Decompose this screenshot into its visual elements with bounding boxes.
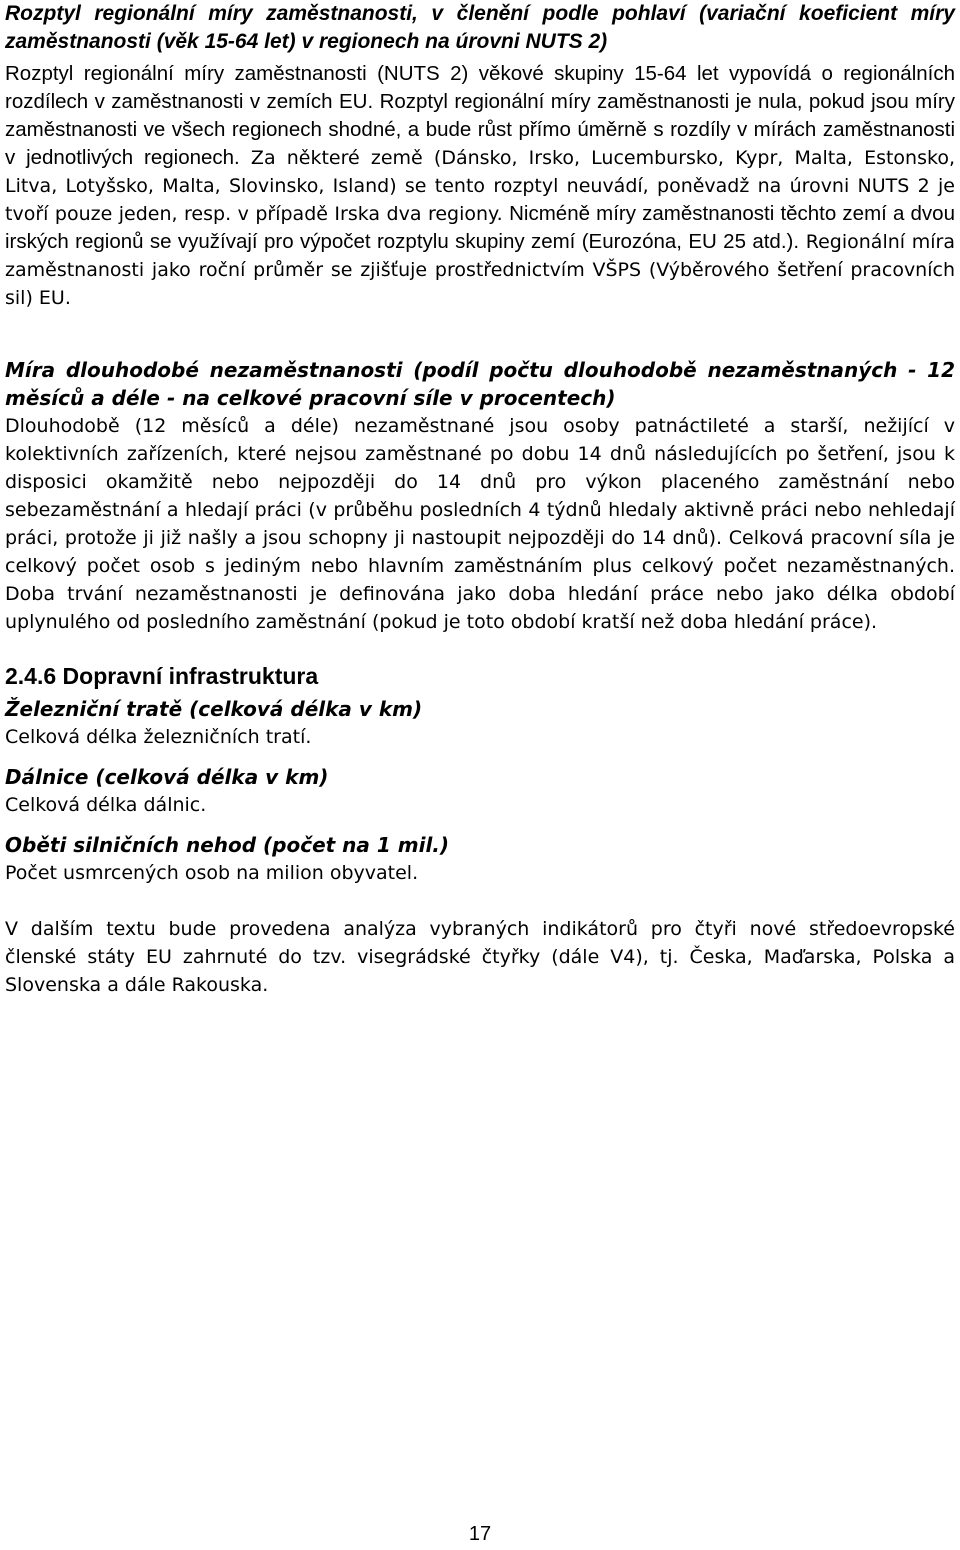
long-term-unemployment-heading: Míra dlouhodobé nezaměstnanosti (podíl počtu dlouhodobě nezaměstnaných - 12 měsíců a déle - na celkové pracovní síle v procentech) [5,358,955,410]
transport-section-title: 2.4.6 Dopravní infrastruktura [5,663,319,689]
regional-dispersion-body-part3: v případě Irska dva regiony. [237,203,503,225]
motorways-heading: Dálnice (celková délka v km) [5,765,329,789]
road-victims-body: Počet usmrcených osob na milion obyvatel. [5,862,419,884]
regional-dispersion-body-part2: Za některé země (Dánsko, Irsko, Lucembursko, Kypr, Malta, Estonsko, Litva, Lotyšsko, Malta, Slovinsko, Island) se tento rozptyl neuvádí, poněvadž na úrovni NUTS 2 je tvoří pouze jeden, resp. [5,147,955,225]
closing-paragraph: V dalším textu bude provedena analýza vybraných indikátorů pro čtyři nové středoevropské členské státy EU zahrnuté do tzv. visegrádské čtyřky (dále V4), tj. Česka, Maďarska, Polska a Slovenska a dále Rakouska. [5,918,955,996]
motorways-body: Celková délka dálnic. [5,794,207,816]
regional-dispersion-body-part4: Nicméně míry zaměstnanosti těchto zemí a dvou irských regionů se využívají pro výpočet rozptylu skupiny zemí (Eurozóna, EU 25 atd.). [5,202,955,253]
long-term-unemployment-body: Dlouhodobě (12 měsíců a déle) nezaměstnané jsou osoby patnáctileté a starší, nežijící v kolektivních zařízeních, které nejsou zaměstnané po dobu 14 dnů následujících po šetření, jsou k disposici okamžitě nebo nejpozději do 14 dnů pro výkon placeného zaměstnání nebo sebezaměstnání a hledají práci (v průběhu posledních 4 týdnů hledaly aktivně práci nebo nehledají práci, protože ji již našly a jsou schopny ji nastoupit nejpozději do 14 dnů). Celková pracovní síla je celkový počet osob s jediným nebo hlavním zaměstnáním plus celkový počet nezaměstnaných. Doba trvání nezaměstnanosti je definována jako doba hledání práce nebo jako délka období uplynulého od posledního zaměstnání (pokud je toto období kratší než doba hledání práce). [5,415,955,633]
regional-dispersion-heading: Rozptyl regionální míry zaměstnanosti, v členění podle pohlaví (variační koeficient míry zaměstnanosti (věk 15-64 let) v regionech na úrovni NUTS 2) [5,2,955,53]
page-number: 17 [468,1523,492,1545]
document-page [5,0,955,999]
railways-heading: Železniční tratě (celková délka v km) [5,697,423,721]
regional-dispersion-body-part1: Rozptyl regionální míry zaměstnanosti (NUTS 2) věkové skupiny 15-64 let vypovídá o regionálních rozdílech v zaměstnanosti v zemích EU. Rozptyl regionální míry zaměstnanosti je nula, pokud jsou míry zaměstnanosti ve všech regionech shodné, a bude růst přímo úměrně s rozdíly v mírách zaměstnanosti v jednotlivých regionech. [5,62,955,169]
railways-body: Celková délka železničních tratí. [5,726,312,748]
regional-dispersion-body [5,60,955,312]
regional-dispersion-body-part5: Regionální míra zaměstnanosti jako roční průměr se zjišťuje prostřednictvím VŠPS (Výběrového šetření pracovních sil) EU. [5,231,955,309]
road-victims-heading: Oběti silničních nehod (počet na 1 mil.) [5,833,450,857]
